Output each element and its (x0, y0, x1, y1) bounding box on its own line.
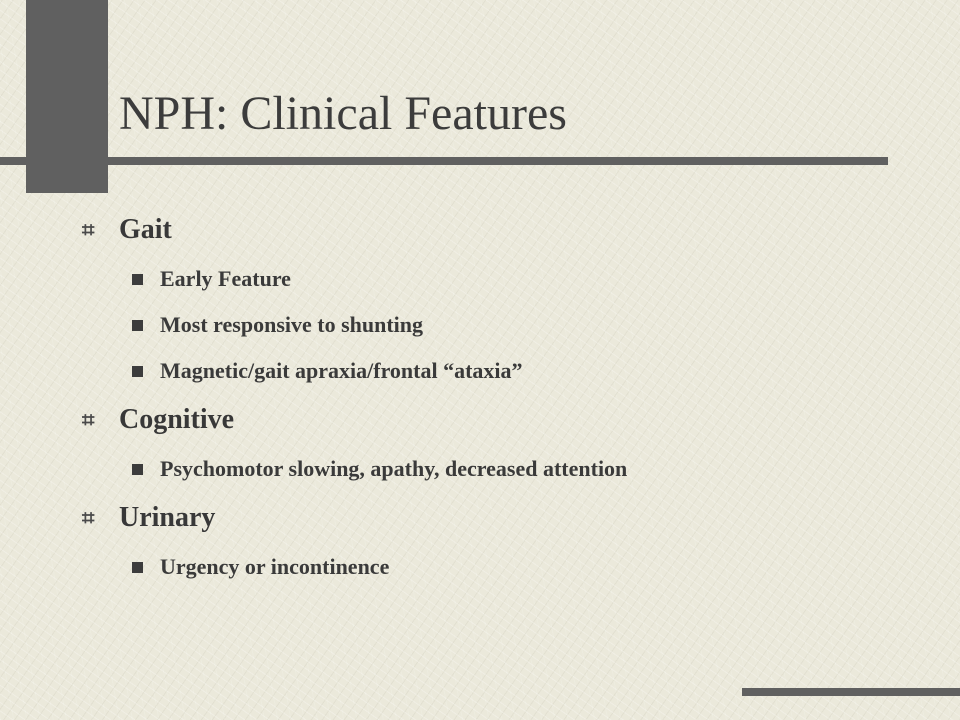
hash-bullet-icon: ⌗ (82, 505, 95, 530)
hash-bullet-icon: ⌗ (82, 407, 95, 432)
title-underline-bar (0, 157, 888, 165)
sub-bullet-text: Early Feature (160, 266, 291, 291)
slide-title: NPH: Clinical Features (119, 87, 567, 140)
bullet-cognitive (82, 394, 922, 446)
hash-bullet-icon: ⌗ (82, 217, 95, 242)
sub-bullet-text: Psychomotor slowing, apathy, decreased attention (160, 456, 628, 481)
square-bullet-icon (132, 562, 143, 573)
bullet-urinary (82, 492, 922, 544)
sub-bullet (82, 446, 922, 492)
sub-bullet (82, 302, 922, 348)
sub-bullet-text: Most responsive to shunting (160, 312, 424, 337)
slide-body (82, 204, 922, 590)
square-bullet-icon (132, 274, 143, 285)
section-heading: Urinary (119, 502, 216, 533)
bullet-gait (82, 204, 922, 256)
square-bullet-icon (132, 320, 143, 331)
square-bullet-icon (132, 366, 143, 377)
square-bullet-icon (132, 464, 143, 475)
footer-accent-bar (742, 688, 960, 696)
section-heading: Gait (119, 214, 172, 245)
sub-bullet (82, 256, 922, 302)
sub-bullet-text: Urgency or incontinence (160, 554, 390, 579)
section-heading: Cognitive (119, 404, 235, 435)
sub-bullet (82, 348, 922, 394)
sub-bullet-text: Magnetic/gait apraxia/frontal “ataxia” (160, 358, 523, 383)
sub-bullet (82, 544, 922, 590)
